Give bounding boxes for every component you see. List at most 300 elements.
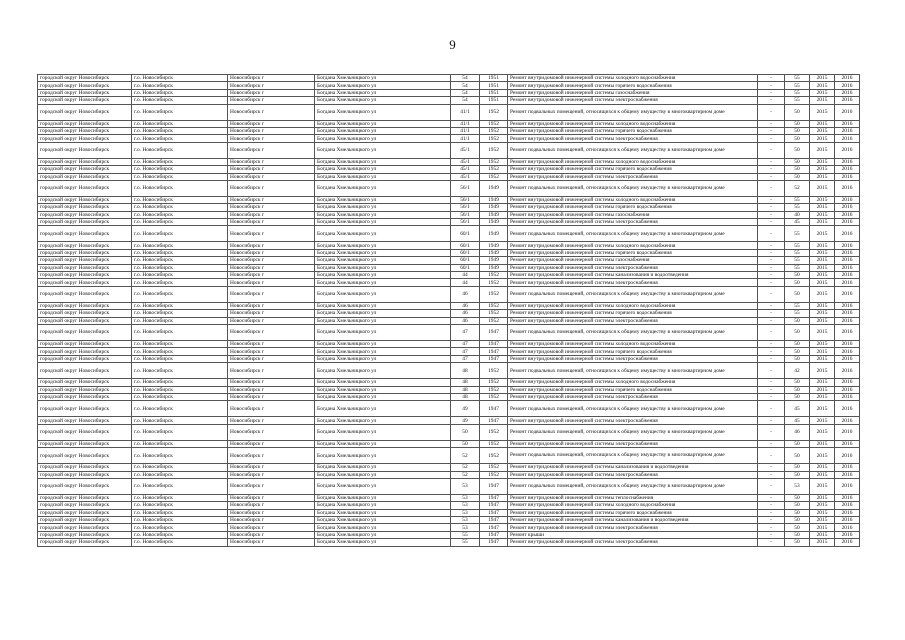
build-year-cell: 1949 bbox=[480, 257, 508, 264]
dash-cell: - bbox=[758, 539, 785, 546]
city-cell: Новосибирск г bbox=[228, 386, 315, 393]
build-year-cell: 1947 bbox=[480, 417, 508, 424]
city-cell: Новосибирск г bbox=[228, 324, 315, 340]
end-year-cell: 2016 bbox=[835, 166, 860, 173]
start-year-cell: 2015 bbox=[810, 401, 835, 417]
dash-cell: - bbox=[758, 393, 785, 400]
start-year-cell: 2015 bbox=[810, 531, 835, 538]
start-year-cell: 2015 bbox=[810, 89, 835, 96]
street-cell: Богдана Хмельницкого ул bbox=[315, 120, 451, 127]
build-year-cell: 1952 bbox=[480, 120, 508, 127]
count-cell: 50 bbox=[785, 471, 810, 478]
settlement-cell: г.о. Новосибирск bbox=[132, 127, 228, 134]
municipal-district-cell: городской округ Новосибирск bbox=[38, 440, 132, 447]
dash-cell: - bbox=[758, 471, 785, 478]
table-row bbox=[38, 302, 860, 309]
end-year-cell: 2016 bbox=[835, 226, 860, 242]
settlement-cell: г.о. Новосибирск bbox=[132, 211, 228, 218]
municipal-district-cell: городской округ Новосибирск bbox=[38, 509, 132, 516]
start-year-cell: 2015 bbox=[810, 355, 835, 362]
start-year-cell: 2015 bbox=[810, 211, 835, 218]
municipal-district-cell: городской округ Новосибирск bbox=[38, 539, 132, 546]
dash-cell: - bbox=[758, 286, 785, 302]
table-row bbox=[38, 135, 860, 142]
dash-cell: - bbox=[758, 120, 785, 127]
municipal-district-cell: городской округ Новосибирск bbox=[38, 517, 132, 524]
street-cell: Богдана Хмельницкого ул bbox=[315, 401, 451, 417]
end-year-cell: 2016 bbox=[835, 272, 860, 279]
building-number-cell: 56/1 bbox=[451, 180, 480, 196]
dash-cell: - bbox=[758, 219, 785, 226]
build-year-cell: 1949 bbox=[480, 196, 508, 203]
street-cell: Богдана Хмельницкого ул bbox=[315, 539, 451, 546]
start-year-cell: 2015 bbox=[810, 386, 835, 393]
settlement-cell: г.о. Новосибирск bbox=[132, 242, 228, 249]
table-row bbox=[38, 355, 860, 362]
settlement-cell: г.о. Новосибирск bbox=[132, 264, 228, 271]
dash-cell: - bbox=[758, 302, 785, 309]
end-year-cell: 2016 bbox=[835, 379, 860, 386]
city-cell: Новосибирск г bbox=[228, 355, 315, 362]
settlement-cell: г.о. Новосибирск bbox=[132, 272, 228, 279]
dash-cell: - bbox=[758, 478, 785, 494]
street-cell: Богдана Хмельницкого ул bbox=[315, 196, 451, 203]
table-row bbox=[38, 279, 860, 286]
count-cell: 50 bbox=[785, 448, 810, 464]
city-cell: Новосибирск г bbox=[228, 135, 315, 142]
build-year-cell: 1952 bbox=[480, 379, 508, 386]
settlement-cell: г.о. Новосибирск bbox=[132, 448, 228, 464]
end-year-cell: 2016 bbox=[835, 120, 860, 127]
settlement-cell: г.о. Новосибирск bbox=[132, 348, 228, 355]
street-cell: Богдана Хмельницкого ул bbox=[315, 180, 451, 196]
settlement-cell: г.о. Новосибирск bbox=[132, 104, 228, 120]
settlement-cell: г.о. Новосибирск bbox=[132, 204, 228, 211]
end-year-cell: 2016 bbox=[835, 478, 860, 494]
city-cell: Новосибирск г bbox=[228, 75, 315, 82]
count-cell: 55 bbox=[785, 75, 810, 82]
settlement-cell: г.о. Новосибирск bbox=[132, 401, 228, 417]
city-cell: Новосибирск г bbox=[228, 204, 315, 211]
city-cell: Новосибирск г bbox=[228, 310, 315, 317]
street-cell: Богдана Хмельницкого ул bbox=[315, 524, 451, 531]
count-cell: 50 bbox=[785, 166, 810, 173]
table-row bbox=[38, 249, 860, 256]
build-year-cell: 1947 bbox=[480, 478, 508, 494]
build-year-cell: 1952 bbox=[480, 135, 508, 142]
dash-cell: - bbox=[758, 502, 785, 509]
table-row bbox=[38, 417, 860, 424]
building-number-cell: 46 bbox=[451, 302, 480, 309]
street-cell: Богдана Хмельницкого ул bbox=[315, 531, 451, 538]
start-year-cell: 2015 bbox=[810, 286, 835, 302]
building-number-cell: 45/1 bbox=[451, 173, 480, 180]
city-cell: Новосибирск г bbox=[228, 509, 315, 516]
settlement-cell: г.о. Новосибирск bbox=[132, 135, 228, 142]
city-cell: Новосибирск г bbox=[228, 286, 315, 302]
municipal-district-cell: городской округ Новосибирск bbox=[38, 494, 132, 501]
street-cell: Богдана Хмельницкого ул bbox=[315, 242, 451, 249]
dash-cell: - bbox=[758, 310, 785, 317]
start-year-cell: 2015 bbox=[810, 196, 835, 203]
start-year-cell: 2015 bbox=[810, 104, 835, 120]
count-cell: 55 bbox=[785, 242, 810, 249]
repair-work-type-cell: Ремонт внутридомовой инженерной системы газоснабжения bbox=[508, 257, 758, 264]
table-row bbox=[38, 97, 860, 104]
repair-work-type-cell: Ремонт внутридомовой инженерной системы электроснабжения bbox=[508, 393, 758, 400]
city-cell: Новосибирск г bbox=[228, 89, 315, 96]
settlement-cell: г.о. Новосибирск bbox=[132, 386, 228, 393]
start-year-cell: 2015 bbox=[810, 226, 835, 242]
count-cell: 50 bbox=[785, 524, 810, 531]
start-year-cell: 2015 bbox=[810, 539, 835, 546]
building-number-cell: 55 bbox=[451, 539, 480, 546]
build-year-cell: 1947 bbox=[480, 494, 508, 501]
city-cell: Новосибирск г bbox=[228, 97, 315, 104]
municipal-district-cell: городской округ Новосибирск bbox=[38, 424, 132, 440]
start-year-cell: 2015 bbox=[810, 158, 835, 165]
city-cell: Новосибирск г bbox=[228, 279, 315, 286]
repair-work-type-cell: Ремонт внутридомовой инженерной системы газоснабжения bbox=[508, 211, 758, 218]
end-year-cell: 2016 bbox=[835, 127, 860, 134]
end-year-cell: 2016 bbox=[835, 219, 860, 226]
table-row bbox=[38, 494, 860, 501]
repair-work-type-cell: Ремонт внутридомовой инженерной системы электроснабжения bbox=[508, 219, 758, 226]
build-year-cell: 1947 bbox=[480, 502, 508, 509]
municipal-district-cell: городской округ Новосибирск bbox=[38, 75, 132, 82]
count-cell: 55 bbox=[785, 226, 810, 242]
end-year-cell: 2016 bbox=[835, 97, 860, 104]
building-number-cell: 47 bbox=[451, 340, 480, 347]
settlement-cell: г.о. Новосибирск bbox=[132, 75, 228, 82]
repair-work-type-cell: Ремонт внутридомовой инженерной системы электроснабжения bbox=[508, 417, 758, 424]
count-cell: 45 bbox=[785, 401, 810, 417]
count-cell: 55 bbox=[785, 97, 810, 104]
municipal-district-cell: городской округ Новосибирск bbox=[38, 166, 132, 173]
dash-cell: - bbox=[758, 424, 785, 440]
dash-cell: - bbox=[758, 242, 785, 249]
start-year-cell: 2015 bbox=[810, 257, 835, 264]
settlement-cell: г.о. Новосибирск bbox=[132, 82, 228, 89]
building-number-cell: 54 bbox=[451, 97, 480, 104]
table-row bbox=[38, 363, 860, 379]
start-year-cell: 2015 bbox=[810, 417, 835, 424]
municipal-district-cell: городской округ Новосибирск bbox=[38, 226, 132, 242]
page-number: 9 bbox=[449, 37, 456, 52]
building-number-cell: 46 bbox=[451, 286, 480, 302]
end-year-cell: 2016 bbox=[835, 279, 860, 286]
dash-cell: - bbox=[758, 531, 785, 538]
street-cell: Богдана Хмельницкого ул bbox=[315, 517, 451, 524]
repair-work-type-cell: Ремонт внутридомовой инженерной системы канализования и водоотведения bbox=[508, 464, 758, 471]
municipal-district-cell: городской округ Новосибирск bbox=[38, 317, 132, 324]
street-cell: Богдана Хмельницкого ул bbox=[315, 494, 451, 501]
street-cell: Богдана Хмельницкого ул bbox=[315, 264, 451, 271]
municipal-district-cell: городской округ Новосибирск bbox=[38, 211, 132, 218]
dash-cell: - bbox=[758, 340, 785, 347]
build-year-cell: 1951 bbox=[480, 89, 508, 96]
city-cell: Новосибирск г bbox=[228, 272, 315, 279]
municipal-district-cell: городской округ Новосибирск bbox=[38, 471, 132, 478]
settlement-cell: г.о. Новосибирск bbox=[132, 340, 228, 347]
end-year-cell: 2016 bbox=[835, 142, 860, 158]
city-cell: Новосибирск г bbox=[228, 82, 315, 89]
repair-work-type-cell: Ремонт внутридомовой инженерной системы холодного водоснабжения bbox=[508, 502, 758, 509]
repair-work-type-cell: Ремонт подвальных помещений, относящихся к общему имуществу в многоквартирном доме bbox=[508, 226, 758, 242]
build-year-cell: 1947 bbox=[480, 524, 508, 531]
repair-work-type-cell: Ремонт внутридомовой инженерной системы горячего водоснабжения bbox=[508, 166, 758, 173]
start-year-cell: 2015 bbox=[810, 120, 835, 127]
start-year-cell: 2015 bbox=[810, 524, 835, 531]
repair-work-type-cell: Ремонт внутридомовой инженерной системы электроснабжения bbox=[508, 135, 758, 142]
end-year-cell: 2016 bbox=[835, 158, 860, 165]
repair-work-type-cell: Ремонт внутридомовой инженерной системы холодного водоснабжения bbox=[508, 158, 758, 165]
build-year-cell: 1947 bbox=[480, 348, 508, 355]
build-year-cell: 1949 bbox=[480, 226, 508, 242]
start-year-cell: 2015 bbox=[810, 478, 835, 494]
dash-cell: - bbox=[758, 196, 785, 203]
repair-work-type-cell: Ремонт внутридомовой инженерной системы холодного водоснабжения bbox=[508, 75, 758, 82]
table-row bbox=[38, 204, 860, 211]
build-year-cell: 1947 bbox=[480, 355, 508, 362]
end-year-cell: 2016 bbox=[835, 417, 860, 424]
start-year-cell: 2015 bbox=[810, 393, 835, 400]
count-cell: 50 bbox=[785, 464, 810, 471]
municipal-district-cell: городской округ Новосибирск bbox=[38, 97, 132, 104]
build-year-cell: 1952 bbox=[480, 448, 508, 464]
municipal-district-cell: городской округ Новосибирск bbox=[38, 363, 132, 379]
dash-cell: - bbox=[758, 75, 785, 82]
repair-work-type-cell: Ремонт внутридомовой инженерной системы горячего водоснабжения bbox=[508, 386, 758, 393]
repair-work-type-cell: Ремонт внутридомовой инженерной системы холодного водоснабжения bbox=[508, 196, 758, 203]
table-row bbox=[38, 89, 860, 96]
count-cell: 50 bbox=[785, 279, 810, 286]
building-number-cell: 50 bbox=[451, 440, 480, 447]
building-number-cell: 48 bbox=[451, 386, 480, 393]
building-number-cell: 44 bbox=[451, 272, 480, 279]
count-cell: 50 bbox=[785, 340, 810, 347]
end-year-cell: 2016 bbox=[835, 401, 860, 417]
street-cell: Богдана Хмельницкого ул bbox=[315, 324, 451, 340]
repair-work-type-cell: Ремонт внутридомовой инженерной системы канализования и водоотведения bbox=[508, 517, 758, 524]
city-cell: Новосибирск г bbox=[228, 104, 315, 120]
city-cell: Новосибирск г bbox=[228, 531, 315, 538]
end-year-cell: 2016 bbox=[835, 317, 860, 324]
settlement-cell: г.о. Новосибирск bbox=[132, 180, 228, 196]
repair-work-type-cell: Ремонт внутридомовой инженерной системы газоснабжения bbox=[508, 89, 758, 96]
municipal-district-cell: городской округ Новосибирск bbox=[38, 324, 132, 340]
street-cell: Богдана Хмельницкого ул bbox=[315, 249, 451, 256]
build-year-cell: 1947 bbox=[480, 401, 508, 417]
street-cell: Богдана Хмельницкого ул bbox=[315, 448, 451, 464]
municipal-district-cell: городской округ Новосибирск bbox=[38, 302, 132, 309]
start-year-cell: 2015 bbox=[810, 494, 835, 501]
start-year-cell: 2015 bbox=[810, 166, 835, 173]
city-cell: Новосибирск г bbox=[228, 264, 315, 271]
municipal-district-cell: городской округ Новосибирск bbox=[38, 257, 132, 264]
build-year-cell: 1947 bbox=[480, 324, 508, 340]
start-year-cell: 2015 bbox=[810, 204, 835, 211]
start-year-cell: 2015 bbox=[810, 135, 835, 142]
building-number-cell: 53 bbox=[451, 478, 480, 494]
city-cell: Новосибирск г bbox=[228, 417, 315, 424]
build-year-cell: 1952 bbox=[480, 471, 508, 478]
dash-cell: - bbox=[758, 386, 785, 393]
street-cell: Богдана Хмельницкого ул bbox=[315, 348, 451, 355]
settlement-cell: г.о. Новосибирск bbox=[132, 471, 228, 478]
street-cell: Богдана Хмельницкого ул bbox=[315, 75, 451, 82]
build-year-cell: 1947 bbox=[480, 517, 508, 524]
start-year-cell: 2015 bbox=[810, 249, 835, 256]
count-cell: 50 bbox=[785, 127, 810, 134]
settlement-cell: г.о. Новосибирск bbox=[132, 478, 228, 494]
repair-work-type-cell: Ремонт внутридомовой инженерной системы холодного водоснабжения bbox=[508, 340, 758, 347]
settlement-cell: г.о. Новосибирск bbox=[132, 279, 228, 286]
building-number-cell: 56/1 bbox=[451, 219, 480, 226]
municipal-district-cell: городской округ Новосибирск bbox=[38, 478, 132, 494]
building-number-cell: 53 bbox=[451, 509, 480, 516]
end-year-cell: 2016 bbox=[835, 393, 860, 400]
street-cell: Богдана Хмельницкого ул bbox=[315, 509, 451, 516]
start-year-cell: 2015 bbox=[810, 180, 835, 196]
municipal-district-cell: городской округ Новосибирск bbox=[38, 180, 132, 196]
repair-program-table bbox=[37, 74, 860, 547]
start-year-cell: 2015 bbox=[810, 464, 835, 471]
settlement-cell: г.о. Новосибирск bbox=[132, 166, 228, 173]
table-row bbox=[38, 310, 860, 317]
street-cell: Богдана Хмельницкого ул bbox=[315, 89, 451, 96]
dash-cell: - bbox=[758, 348, 785, 355]
street-cell: Богдана Хмельницкого ул bbox=[315, 355, 451, 362]
start-year-cell: 2015 bbox=[810, 340, 835, 347]
end-year-cell: 2016 bbox=[835, 242, 860, 249]
dash-cell: - bbox=[758, 158, 785, 165]
end-year-cell: 2016 bbox=[835, 211, 860, 218]
building-number-cell: 54 bbox=[451, 89, 480, 96]
building-number-cell: 49 bbox=[451, 417, 480, 424]
start-year-cell: 2015 bbox=[810, 348, 835, 355]
build-year-cell: 1952 bbox=[480, 440, 508, 447]
street-cell: Богдана Хмельницкого ул bbox=[315, 386, 451, 393]
municipal-district-cell: городской округ Новосибирск bbox=[38, 249, 132, 256]
settlement-cell: г.о. Новосибирск bbox=[132, 494, 228, 501]
street-cell: Богдана Хмельницкого ул bbox=[315, 317, 451, 324]
end-year-cell: 2016 bbox=[835, 249, 860, 256]
start-year-cell: 2015 bbox=[810, 509, 835, 516]
build-year-cell: 1952 bbox=[480, 272, 508, 279]
repair-work-type-cell: Ремонт подвальных помещений, относящихся к общему имуществу в многоквартирном доме bbox=[508, 424, 758, 440]
table-row bbox=[38, 104, 860, 120]
build-year-cell: 1952 bbox=[480, 363, 508, 379]
start-year-cell: 2015 bbox=[810, 97, 835, 104]
repair-work-type-cell: Ремонт внутридомовой инженерной системы горячего водоснабжения bbox=[508, 127, 758, 134]
dash-cell: - bbox=[758, 249, 785, 256]
building-number-cell: 56/1 bbox=[451, 196, 480, 203]
settlement-cell: г.о. Новосибирск bbox=[132, 286, 228, 302]
repair-work-type-cell: Ремонт внутридомовой инженерной системы электроснабжения bbox=[508, 173, 758, 180]
build-year-cell: 1949 bbox=[480, 219, 508, 226]
building-number-cell: 60/1 bbox=[451, 226, 480, 242]
table-row bbox=[38, 180, 860, 196]
start-year-cell: 2015 bbox=[810, 440, 835, 447]
building-number-cell: 52 bbox=[451, 464, 480, 471]
count-cell: 50 bbox=[785, 158, 810, 165]
table-row bbox=[38, 211, 860, 218]
street-cell: Богдана Хмельницкого ул bbox=[315, 82, 451, 89]
build-year-cell: 1952 bbox=[480, 302, 508, 309]
table-row bbox=[38, 242, 860, 249]
city-cell: Новосибирск г bbox=[228, 424, 315, 440]
count-cell: 45 bbox=[785, 417, 810, 424]
dash-cell: - bbox=[758, 272, 785, 279]
build-year-cell: 1951 bbox=[480, 97, 508, 104]
repair-work-type-cell: Ремонт внутридомовой инженерной системы горячего водоснабжения bbox=[508, 509, 758, 516]
building-number-cell: 48 bbox=[451, 379, 480, 386]
repair-work-type-cell: Ремонт внутридомовой инженерной системы электроснабжения bbox=[508, 279, 758, 286]
settlement-cell: г.о. Новосибирск bbox=[132, 417, 228, 424]
table-row bbox=[38, 120, 860, 127]
count-cell: 55 bbox=[785, 196, 810, 203]
municipal-district-cell: городской округ Новосибирск bbox=[38, 104, 132, 120]
build-year-cell: 1952 bbox=[480, 158, 508, 165]
repair-work-type-cell: Ремонт внутридомовой инженерной системы электроснабжения bbox=[508, 97, 758, 104]
settlement-cell: г.о. Новосибирск bbox=[132, 310, 228, 317]
building-number-cell: 48 bbox=[451, 363, 480, 379]
settlement-cell: г.о. Новосибирск bbox=[132, 257, 228, 264]
city-cell: Новосибирск г bbox=[228, 158, 315, 165]
building-number-cell: 49 bbox=[451, 401, 480, 417]
count-cell: 46 bbox=[785, 424, 810, 440]
street-cell: Богдана Хмельницкого ул bbox=[315, 302, 451, 309]
city-cell: Новосибирск г bbox=[228, 502, 315, 509]
building-number-cell: 41/1 bbox=[451, 135, 480, 142]
building-number-cell: 46 bbox=[451, 310, 480, 317]
city-cell: Новосибирск г bbox=[228, 478, 315, 494]
street-cell: Богдана Хмельницкого ул bbox=[315, 417, 451, 424]
count-cell: 55 bbox=[785, 264, 810, 271]
start-year-cell: 2015 bbox=[810, 173, 835, 180]
table-row bbox=[38, 531, 860, 538]
build-year-cell: 1952 bbox=[480, 310, 508, 317]
table-row bbox=[38, 348, 860, 355]
dash-cell: - bbox=[758, 104, 785, 120]
settlement-cell: г.о. Новосибирск bbox=[132, 440, 228, 447]
repair-work-type-cell: Ремонт подвальных помещений, относящихся к общему имуществу в многоквартирном доме bbox=[508, 401, 758, 417]
building-number-cell: 53 bbox=[451, 517, 480, 524]
build-year-cell: 1949 bbox=[480, 211, 508, 218]
build-year-cell: 1952 bbox=[480, 317, 508, 324]
repair-work-type-cell: Ремонт подвальных помещений, относящихся к общему имуществу в многоквартирном доме bbox=[508, 324, 758, 340]
street-cell: Богдана Хмельницкого ул bbox=[315, 310, 451, 317]
building-number-cell: 50 bbox=[451, 424, 480, 440]
municipal-district-cell: городской округ Новосибирск bbox=[38, 242, 132, 249]
street-cell: Богдана Хмельницкого ул bbox=[315, 379, 451, 386]
end-year-cell: 2016 bbox=[835, 539, 860, 546]
table-body bbox=[38, 75, 860, 547]
end-year-cell: 2016 bbox=[835, 75, 860, 82]
start-year-cell: 2015 bbox=[810, 517, 835, 524]
build-year-cell: 1952 bbox=[480, 386, 508, 393]
street-cell: Богдана Хмельницкого ул bbox=[315, 173, 451, 180]
table-row bbox=[38, 517, 860, 524]
start-year-cell: 2015 bbox=[810, 127, 835, 134]
table-row bbox=[38, 509, 860, 516]
table-row bbox=[38, 158, 860, 165]
table-row bbox=[38, 82, 860, 89]
count-cell: 50 bbox=[785, 539, 810, 546]
settlement-cell: г.о. Новосибирск bbox=[132, 464, 228, 471]
city-cell: Новосибирск г bbox=[228, 401, 315, 417]
